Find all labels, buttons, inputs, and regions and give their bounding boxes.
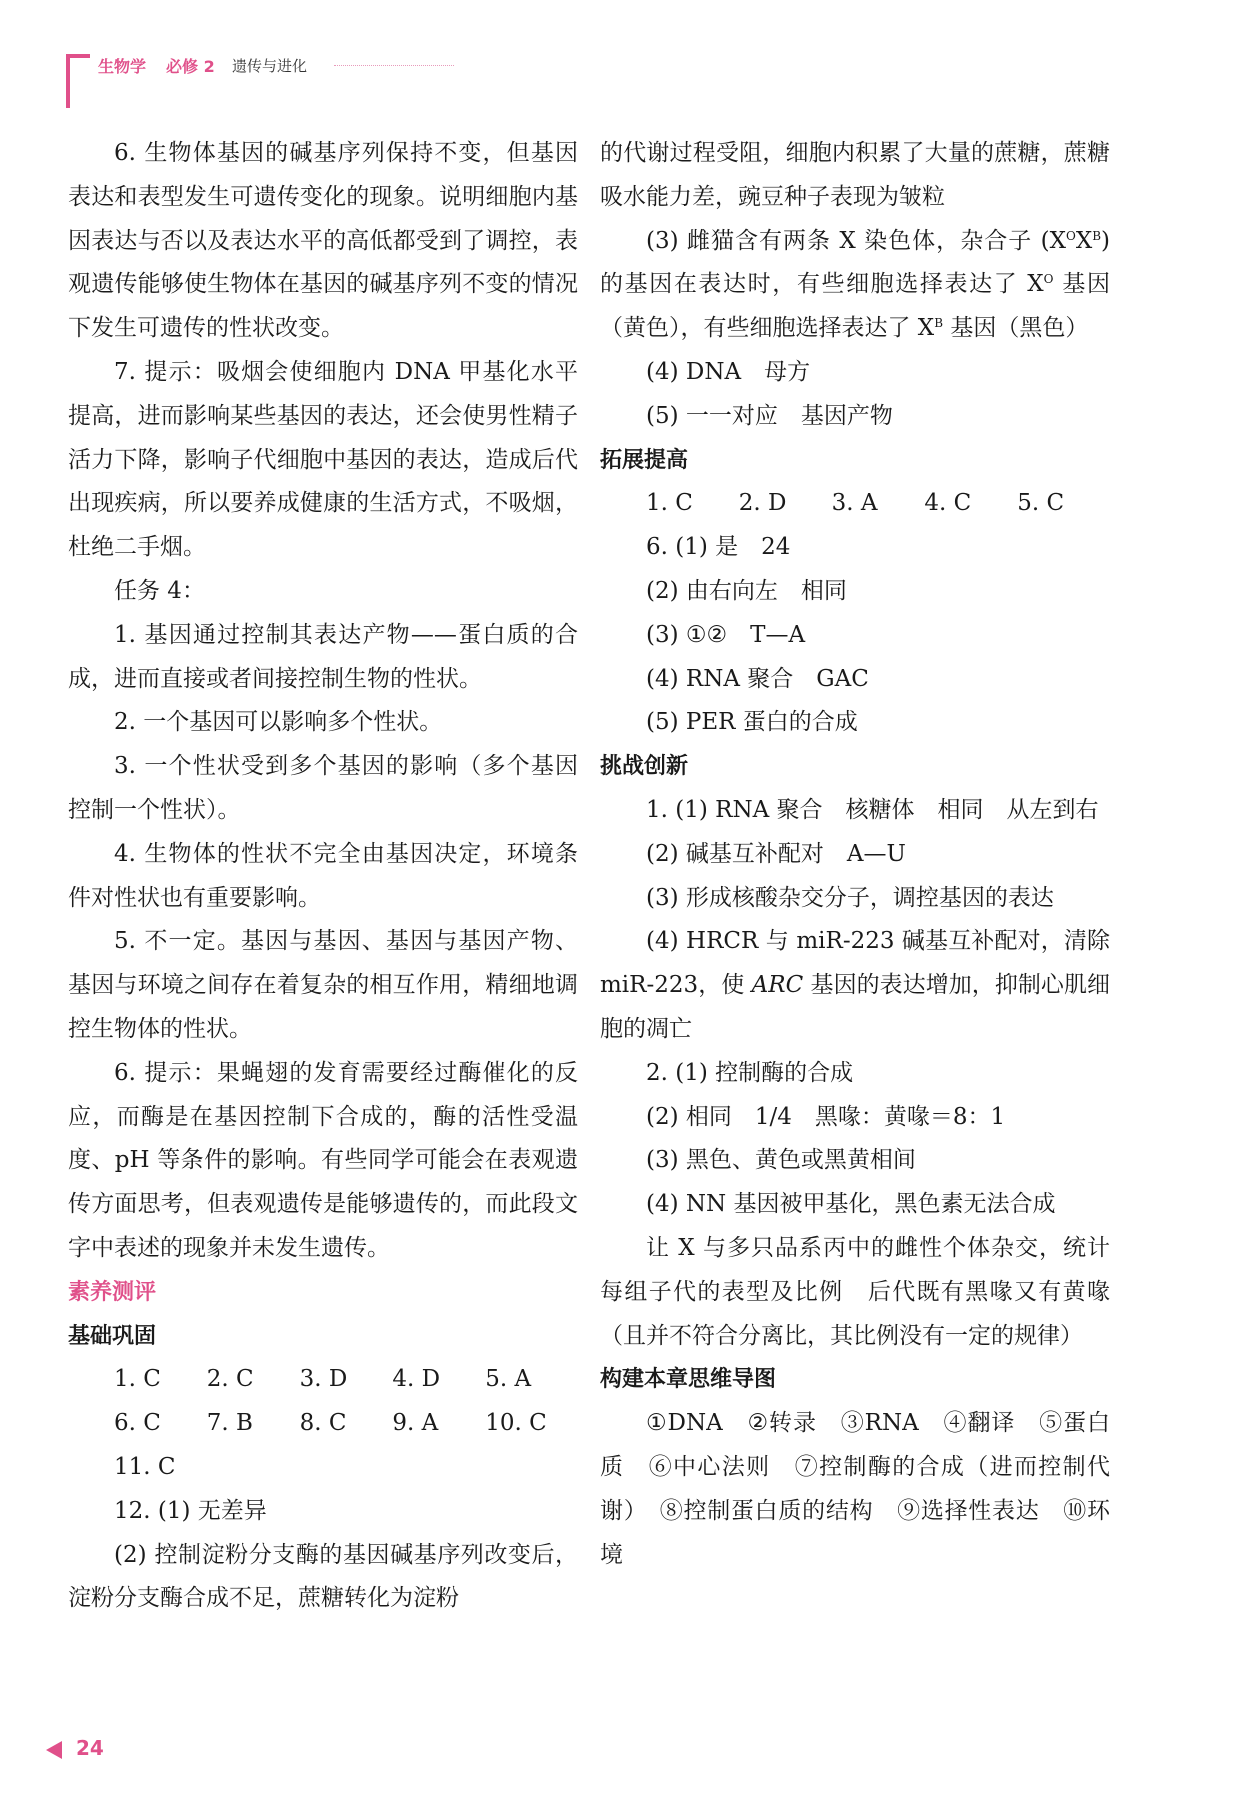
answer-item: 11. C <box>114 1453 176 1480</box>
page-arrow-icon <box>46 1741 62 1759</box>
answer-line: (3) 形成核酸杂交分子，调控基因的表达 <box>646 884 1054 911</box>
answer-paragraph: (2) 控制淀粉分支酶的基因碱基序列改变后，淀粉分支酶合成不足，蔗糖转化为淀粉 <box>68 1541 578 1612</box>
task-heading: 任务 4： <box>114 577 205 604</box>
answer-paragraph: 1. (1) RNA 聚合 核糖体 相同 从左到右 <box>646 796 1099 823</box>
section-heading-mindmap: 构建本章思维导图 <box>600 1367 777 1393</box>
answer-line: (3) 黑色、黄色或黑黄相间 <box>646 1147 916 1174</box>
page-header <box>0 0 1250 120</box>
answer-line: (5) PER 蛋白的合成 <box>646 709 858 736</box>
text-segment: 基因的表达增加，抑制心肌细胞的凋亡 <box>600 972 1111 1042</box>
answer-item: 3. D <box>299 1366 348 1393</box>
answer-paragraph: 5. 不一定。基因与基因、基因与基因产物、基因与环境之间存在着复杂的相互作用，精细地调控生物体的性状。 <box>68 928 578 1042</box>
answer-item: 1. C <box>646 490 693 517</box>
section-heading-challenge: 挑战创新 <box>600 754 689 780</box>
header-book: 必修 2 <box>166 57 215 76</box>
page-number: 24 <box>76 1736 104 1760</box>
header-divider <box>334 65 454 66</box>
answer-item: 1. C <box>114 1366 161 1393</box>
answer-row <box>68 1358 578 1402</box>
header-title: 遗传与进化 <box>232 57 308 75</box>
text-segment: ) 的基因在表达时，有些细胞选择表达了 X <box>600 227 1110 298</box>
answer-item: 2. C <box>206 1366 254 1393</box>
header-subject: 生物学 <box>98 57 147 76</box>
answer-item: 9. A <box>392 1410 439 1437</box>
answer-item: 3. A <box>831 490 878 517</box>
text-segment: (3) 雌猫含有两条 X 染色体，杂合子 (X <box>646 227 1066 254</box>
answer-item: 5. C <box>1017 490 1065 517</box>
answer-paragraph: 6. 生物体基因的碱基序列保持不变，但基因表达和表型发生可遗传变化的现象。说明细胞内基因表达与否以及表达水平的高低都受到了调控，表观遗传能够使生物体在基因的碱基序列不变的情况下发生可遗传的性状改变。 <box>68 140 578 342</box>
answer-paragraph: 3. 一个性状受到多个基因的影响（多个基因控制一个性状）。 <box>68 753 578 823</box>
answer-line: (4) DNA 母方 <box>646 358 811 385</box>
superscript: B <box>1092 228 1102 243</box>
answer-paragraph <box>600 920 1110 1051</box>
answer-line: (5) 一一对应 基因产物 <box>646 402 893 429</box>
answer-item: 6. C <box>114 1410 161 1437</box>
answer-line: 6. (1) 是 24 <box>646 534 791 561</box>
answer-paragraph: 的代谢过程受阻，细胞内积累了大量的蔗糖，蔗糖吸水能力差，豌豆种子表现为皱粒 <box>600 140 1110 210</box>
section-heading-basic: 基础巩固 <box>68 1323 157 1349</box>
superscript: O <box>1043 272 1054 287</box>
text-segment: (4) HRCR 与 miR-223 碱基互补配对，清除 miR-223，使 <box>600 928 1110 999</box>
answer-paragraph: 2. 一个基因可以影响多个性状。 <box>114 709 443 736</box>
answer-line: (4) RNA 聚合 GAC <box>646 665 869 692</box>
answer-item: 5. A <box>485 1366 532 1393</box>
answer-paragraph: 让 X 与多只品系丙中的雌性个体杂交，统计每组子代的表型及比例 后代既有黑喙又有黄喙（且并不符合分离比，其比例没有一定的规律） <box>600 1234 1110 1349</box>
answer-paragraph: ①DNA ②转录 ③RNA ④翻译 ⑤蛋白质 ⑥中心法则 ⑦控制酶的合成（进而控制代谢） ⑧控制蛋白质的结构 ⑨选择性表达 ⑩环境 <box>600 1410 1110 1568</box>
answer-paragraph <box>600 220 1110 351</box>
left-column <box>68 132 578 1621</box>
answer-line: 12. (1) 无差异 <box>114 1497 267 1524</box>
answer-row <box>600 482 1110 526</box>
answer-item: 2. D <box>738 490 787 517</box>
answer-paragraph: 1. 基因通过控制其表达产物——蛋白质的合成，进而直接或者间接控制生物的性状。 <box>68 621 578 692</box>
answer-line: (2) 由右向左 相同 <box>646 577 847 604</box>
superscript: O <box>1065 228 1076 243</box>
answer-row <box>68 1446 578 1490</box>
answer-line: (3) ①② T—A <box>646 621 806 648</box>
text-segment: 基因（黄色），有些细胞选择表达了 X <box>600 271 1111 342</box>
answer-line: (4) NN 基因被甲基化，黑色素无法合成 <box>646 1191 1056 1218</box>
answer-paragraph: 6. 提示：果蝇翅的发育需要经过酶催化的反应，而酶是在基因控制下合成的，酶的活性受温度、pH 等条件的影响。有些同学可能会在表观遗传方面思考，但表观遗传是能够遗传的，而此段文字中表述的现象并未发生遗传。 <box>68 1059 578 1261</box>
gene-name: ARC <box>751 972 804 999</box>
answer-item: 10. C <box>485 1410 547 1437</box>
section-heading-literacy: 素养测评 <box>68 1279 157 1305</box>
text-segment: 基因（黑色） <box>943 315 1089 342</box>
text-segment: X <box>1075 227 1093 254</box>
superscript: B <box>934 316 944 331</box>
answer-item: 4. D <box>392 1366 441 1393</box>
answer-item: 4. C <box>924 490 972 517</box>
answer-item: 8. C <box>299 1410 347 1437</box>
answer-paragraph: 7. 提示：吸烟会使细胞内 DNA 甲基化水平提高，进而影响某些基因的表达，还会使男性精子活力下降，影响子代细胞中基因的表达，造成后代出现疾病，所以要养成健康的生活方式，不吸烟，杜绝二手烟。 <box>68 358 578 561</box>
header-bracket-decoration <box>66 54 90 108</box>
answer-paragraph: 4. 生物体的性状不完全由基因决定，环境条件对性状也有重要影响。 <box>68 840 578 911</box>
answer-line: (2) 相同 1/4 黑喙：黄喙＝8：1 <box>646 1103 1006 1130</box>
right-column <box>600 132 1110 1577</box>
section-heading-extension: 拓展提高 <box>600 447 689 473</box>
answer-item: 7. B <box>206 1410 253 1437</box>
answer-line: 2. (1) 控制酶的合成 <box>646 1059 854 1086</box>
answer-line: (2) 碱基互补配对 A—U <box>646 840 906 867</box>
answer-row <box>68 1402 578 1446</box>
